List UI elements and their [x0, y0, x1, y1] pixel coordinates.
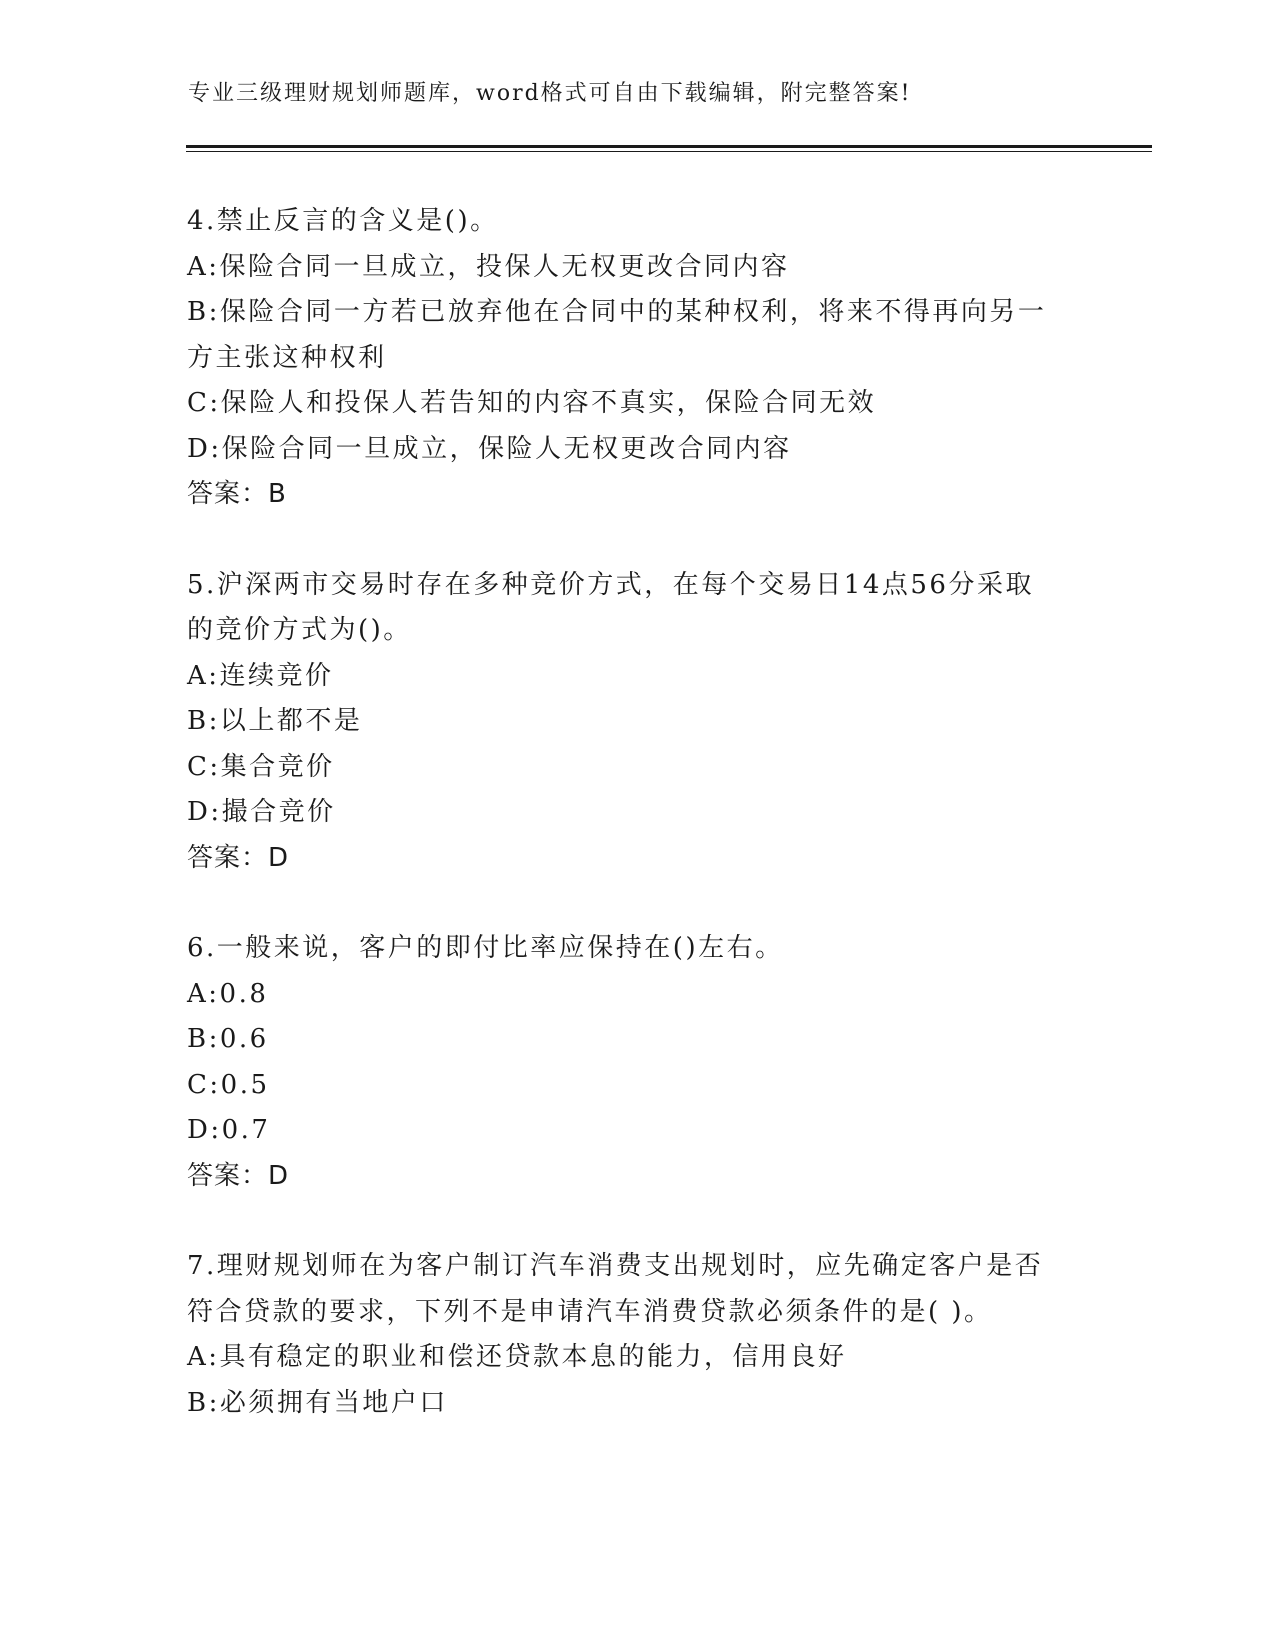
option-b: B:保险合同一方若已放弃他在合同中的某种权利，将来不得再向另一: [187, 297, 1047, 327]
header-text: 专业三级理财规划师题库，word格式可自由下载编辑，附完整答案!: [188, 81, 912, 106]
option-b: B:0.6: [187, 1024, 269, 1054]
header-divider: [186, 145, 1152, 152]
question-stem-continued: 符合贷款的要求，下列不是申请汽车消费贷款必须条件的是( )。: [187, 1296, 993, 1327]
option-c: C:0.5: [187, 1069, 270, 1100]
question-4: [187, 199, 1087, 518]
option-b: B:必须拥有当地户口: [187, 1387, 448, 1418]
answer-label: 答案：B: [187, 479, 287, 509]
option-d: D:撮合竞价: [187, 797, 336, 827]
question-stem: 6.一般来说，客户的即付比率应保持在()左右。: [187, 933, 784, 963]
question-stem-continued: 的竞价方式为()。: [187, 615, 412, 645]
answer-label: 答案：D: [187, 842, 290, 873]
option-c: C:集合竞价: [187, 751, 335, 782]
option-b: B:以上都不是: [187, 706, 363, 736]
option-a: A:保险合同一旦成立，投保人无权更改合同内容: [187, 251, 790, 282]
option-a: A:具有稳定的职业和偿还贷款本息的能力，信用良好: [187, 1342, 847, 1372]
option-d: D:0.7: [187, 1115, 271, 1145]
answer-label: 答案：D: [187, 1160, 290, 1191]
question-7: [187, 1244, 1087, 1426]
question-list: [187, 199, 1087, 1471]
question-6: [187, 926, 1087, 1199]
question-stem: 5.沪深两市交易时存在多种竞价方式，在每个交易日14点56分采取: [187, 569, 1034, 600]
option-c: C:保险人和投保人若告知的内容不真实，保险合同无效: [187, 388, 877, 418]
option-a: A:连续竞价: [187, 660, 334, 691]
option-d: D:保险合同一旦成立，保险人无权更改合同内容: [187, 433, 792, 464]
option-a: A:0.8: [187, 978, 269, 1009]
option-b-continued: 方主张这种权利: [187, 342, 387, 373]
question-5: [187, 563, 1087, 882]
question-stem: 7.理财规划师在为客户制订汽车消费支出规划时，应先确定客户是否: [187, 1251, 1044, 1281]
question-stem: 4.禁止反言的含义是()。: [187, 206, 499, 236]
